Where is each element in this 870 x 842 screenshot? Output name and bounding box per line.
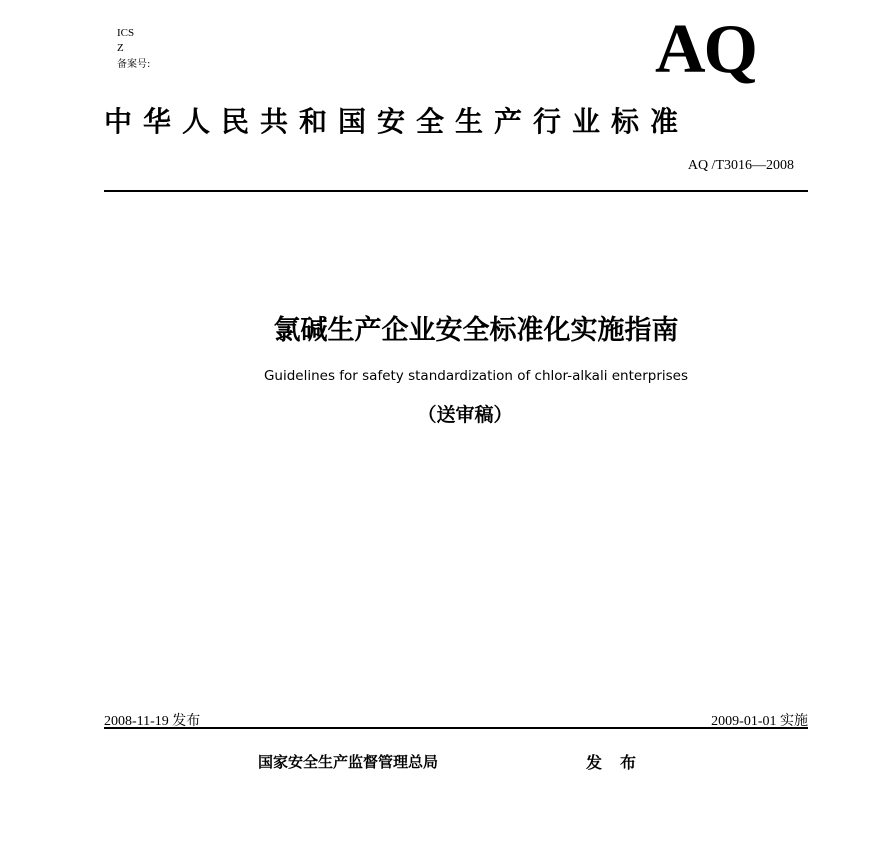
top-divider [104, 190, 808, 192]
record-number-label: 备案号: [117, 59, 151, 70]
z-label: Z [117, 42, 124, 54]
draft-label: （送审稿） [417, 404, 513, 426]
document-title-cn: 氯碱生产企业安全标准化实施指南 [273, 315, 679, 346]
issuing-authority: 国家安全生产监督管理总局 [258, 753, 439, 771]
bottom-divider [104, 727, 808, 729]
standard-category-title: 中华人民共和国安全生产行业标准 [104, 105, 690, 138]
standard-code: AQ /T3016—2008 [687, 158, 794, 173]
publish-label: 发布 [586, 753, 655, 772]
effective-date: 2009-01-01 实施 [711, 714, 808, 729]
aq-logo: AQ [655, 11, 756, 88]
issue-date: 2008-11-19 发布 [104, 714, 201, 729]
document-title-en: Guidelines for safety standardization of chlor-alkali enterprises [263, 368, 689, 384]
ics-label: ICS [117, 27, 135, 39]
